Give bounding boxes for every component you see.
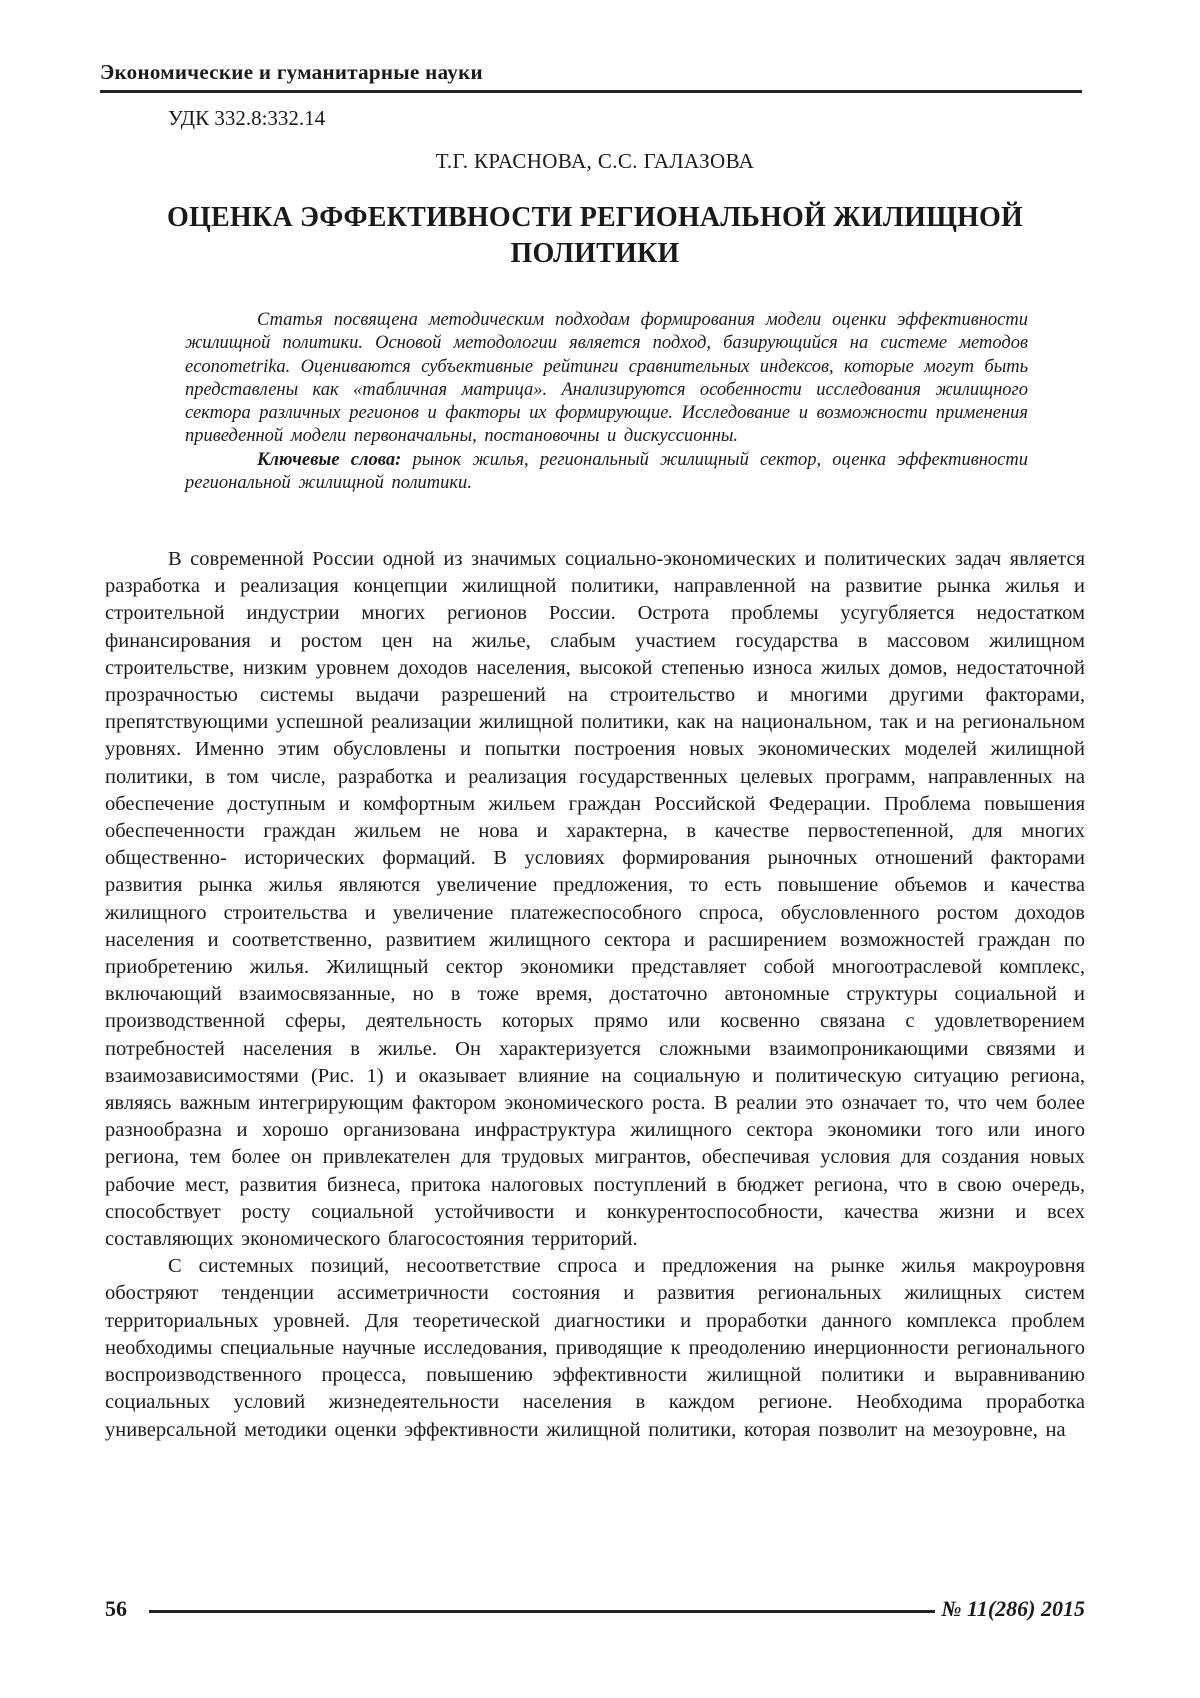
article-title: ОЦЕНКА ЭФФЕКТИВНОСТИ РЕГИОНАЛЬНОЙ ЖИЛИЩНОЙ ПОЛИТИКИ [167,202,1023,269]
page-footer [105,1592,1085,1626]
authors-line: Т.Г. КРАСНОВА, С.С. ГАЛАЗОВА [435,149,755,173]
keywords-label: Ключевые слова: [257,449,402,470]
abstract-paragraph: Статья посвящена методическим подходам формирования модели оценки эффективности жилищной политики. Основой методологии является подход, базирующийся на системе методов econometrika. Оцениваются субъективные рейтинги сравнительных индексов, которые могут быть представлены как «табличная матрица». Анализируются особенности исследования жилищного сектора различных регионов и факторы их формирующие. Исследование и возможности применения приведенной модели первоначальны, постановочны и дискуссионны. [185,310,1028,447]
page-number: 56 [105,1596,127,1621]
issue-number: № 11(286) 2015 [941,1596,1085,1621]
keywords-text: рынок жилья, региональный жилищный сектор, оценка эффективности региональной жилищной политики. [185,449,1028,494]
keywords-paragraph [185,449,1028,496]
body-paragraph: В современной России одной из значимых социально-экономических и политических задач является разработка и реализация концепции жилищной политики, направленной на развитие рынка жилья и строительной индустрии многих регионов России. Острота проблемы усугубляется недостатком финансирования и ростом цен на жилье, слабым участием государства в массовом жилищном строительстве, низким уровнем доходов населения, высокой степенью износа жилых домов, недостаточной прозрачностью системы выдачи разрешений на строительство и многими другими факторами, препятствующими успешной реализации жилищной политики, как на национальном, так и на региональном уровнях. Именно этим обусловлены и попытки построения новых экономических моделей жилищной политики, в том числе, разработка и реализация государственных целевых программ, направленных на обеспечение доступным и комфортным жильем граждан Российской Федерации. Проблема повышения обеспеченности граждан жильем не нова и характерна, в качестве первостепенной, для многих общественно- исторических формаций. В условиях формирования рыночных отношений факторами развития рынка жилья являются увеличение предложения, то есть повышение объемов и качества жилищного строительства и увеличение платежеспособного спроса, обусловленного ростом доходов населения и соответственно, развитием жилищного сектора и расширением возможностей граждан по приобретению жилья. Жилищный сектор экономики представляет собой многоотраслевой комплекс, включающий взаимосвязанные, но в тоже время, достаточно автономные структуры социальной и производственной сферы, деятельность которых прямо или косвенно связана с удовлетворением потребностей населения в жилье. Он характеризуется сложными взаимопроникающими связями и взаимозависимостями (Рис. 1) и оказывает влияние на социальную и политическую ситуацию региона, являясь важным интегрирующим фактором экономического роста. В реалии это означает то, что чем более разнообразна и хорошо организована инфраструктура жилищного сектора экономики того или иного региона, тем более он привлекателен для трудовых мигрантов, обеспечивая условия для создания новых рабочие мест, развития бизнеса, притока налоговых поступлений в бюджет региона, что в свою очередь, способствует росту социальной устойчивости и конкурентоспособности, качества жизни и всех составляющих экономического благосостояния территорий. [105,548,1085,1251]
footer-rule [149,1610,935,1613]
journal-title: Экономические и гуманитарные науки [100,60,483,84]
article-body [105,546,1085,1586]
running-head [100,60,1082,93]
abstract-block [185,309,1028,495]
body-paragraph: С системных позиций, несоответствие спроса и предложения на рынке жилья макроуровня обостряют тенденции ассиметричности состояния и развития региональных жилищных систем территориальных уровней. Для теоретической диагностики и проработки данного комплекса проблем необходимы специальные научные исследования, приводящие к преодолению инерционности регионального воспроизводственного процесса, повышению эффективности жилищной политики и выравниванию социальных условий жизнедеятельности населения в каждом регионе. Необходима проработка универсальной методики оценки эффективности жилищной политики, которая позволит на мезоуровне, на [105,1255,1085,1441]
udc-label: УДК 332.8:332.14 [168,106,326,130]
